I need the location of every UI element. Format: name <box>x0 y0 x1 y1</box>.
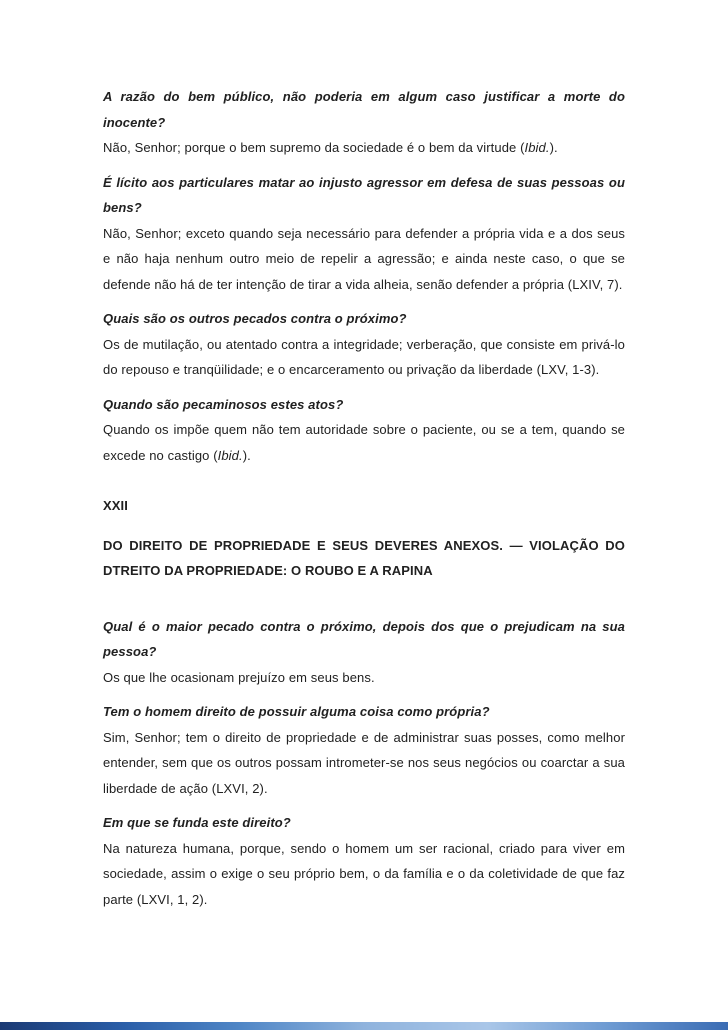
answer-text: Quando os impõe quem não tem autoridade sobre o paciente, ou se a tem, quando se excede no castigo ( <box>103 422 625 463</box>
answer-paragraph <box>103 332 625 383</box>
question-paragraph <box>103 810 625 836</box>
answer-paragraph <box>103 221 625 298</box>
question-paragraph <box>103 614 625 665</box>
answer-text: Não, Senhor; exceto quando seja necessário para defender a própria vida e a dos seus e não haja nenhum outro meio de repelir a agressão; e ainda neste caso, o que se defende não há de ter intenção de tirar a vida alheia, senão defender a própria (LXIV, 7). <box>103 225 625 292</box>
answer-text: Os que lhe ocasionam prejuízo em seus bens. <box>103 669 375 685</box>
answer-paragraph <box>103 665 625 691</box>
answer-text: Na natureza humana, porque, sendo o homem um ser racional, criado para viver em sociedade, assim o exige o seu próprio bem, o da família e o da coletividade de que faz parte (LXVI, 1, 2). <box>103 840 625 907</box>
answer-paragraph <box>103 725 625 802</box>
question-text: Em que se funda este direito? <box>103 815 291 830</box>
section-text: DO DIREITO DE PROPRIEDADE E SEUS DEVERES ANEXOS. — VIOLAÇÃO DO DTREITO DA PROPRIEDADE: O ROUBO E A RAPINA <box>103 537 625 578</box>
answer-paragraph <box>103 417 625 468</box>
question-text: Qual é o maior pecado contra o próximo, depois dos que o prejudicam na sua pessoa? <box>103 618 625 659</box>
question-paragraph <box>103 170 625 221</box>
answer-text: Os de mutilação, ou atentado contra a integridade; verberação, que consiste em privá-lo do repouso e tranqüilidade; e o encarceramento ou privação da liberdade (LXV, 1-3). <box>103 336 625 377</box>
question-text: A razão do bem público, não poderia em algum caso justificar a morte do inocente? <box>103 89 625 130</box>
answer-paragraph <box>103 135 625 161</box>
answer-text-italic: Ibid. <box>217 447 243 463</box>
question-text: É lícito aos particulares matar ao injusto agressor em defesa de suas pessoas ou bens? <box>103 174 625 215</box>
answer-text: Sim, Senhor; tem o direito de propriedade e de administrar suas posses, como melhor entender, sem que os outros possam intrometer-se nos seus negócios ou coarctar a sua liberdade de ação (LXVI, 2). <box>103 729 625 796</box>
answer-paragraph <box>103 836 625 913</box>
question-text: Quando são pecaminosos estes atos? <box>103 396 344 412</box>
section-paragraph <box>103 533 625 584</box>
question-paragraph <box>103 392 625 418</box>
question-text: Quais são os outros pecados contra o próximo? <box>103 311 407 326</box>
question-paragraph <box>103 306 625 332</box>
question-paragraph <box>103 699 625 725</box>
question-paragraph <box>103 84 625 135</box>
page-footer-gradient-bar <box>0 1022 728 1030</box>
chapter-text: XXII <box>103 498 128 513</box>
answer-text-italic: Ibid. <box>524 140 550 155</box>
answer-text: Não, Senhor; porque o bem supremo da sociedade é o bem da virtude ( <box>103 140 525 155</box>
question-text: Tem o homem direito de possuir alguma coisa como própria? <box>103 704 490 719</box>
chapter-paragraph <box>103 493 625 519</box>
answer-text: ). <box>242 447 251 463</box>
answer-text: ). <box>549 140 558 155</box>
document-body <box>103 84 625 912</box>
